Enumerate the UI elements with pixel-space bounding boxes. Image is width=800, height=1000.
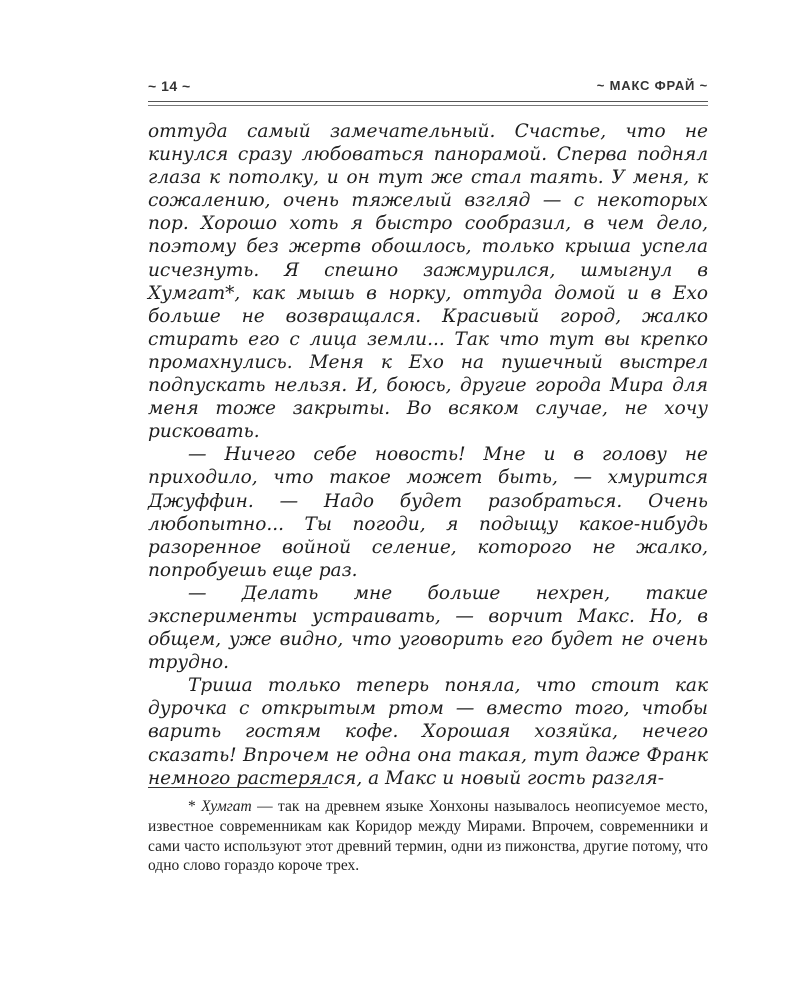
paragraph-4: Триша только теперь поняла, что стоит как дурочка с открытым ртом — вместо того, чтобы варить гостям кофе. Хорошая хозяйка, нечего сказать! Впрочем не одна она такая, тут даже Франк немного растерялся, а Макс и новый гость разгля-	[148, 675, 708, 789]
page-number-block	[148, 78, 191, 94]
right-ornament: ~	[699, 78, 708, 93]
right-ornament: ~	[182, 78, 191, 94]
left-ornament: ~	[148, 78, 157, 94]
footnote-marker: *	[188, 798, 196, 815]
paragraph-1: оттуда самый замечательный. Счастье, что не кинулся сразу любоваться панорамой. Сперва поднял глаза к потолку, и он тут же стал таять. У меня, к сожалению, очень тяжелый взгляд — с некоторых пор. Хорошо хоть я быстро сообразил, в чем дело, поэтому без жертв обошлось, только крыша успела исчезнуть. Я спешно зажмурился, шмыгнул в Хумгат*, как мышь в норку, оттуда домой и в Ехо больше не возвращался. Красивый город, жалко стирать его с лица земли... Так что тут вы крепко промахнулись. Меня к Ехо на пушечный выстрел подпускать нельзя. И, боюсь, другие города Мира для меня тоже закрыты. Во всяком случае, не хочу рисковать.	[148, 121, 708, 443]
running-head: МАКС ФРАЙ	[609, 78, 696, 93]
footnote-text: — так на древнем языке Хонхоны называлось неописуемое место, известное современникам как Коридор между Мирами. Впрочем, современники и сами часто используют этот древний термин, одни из пижонства, другие потому, что одно слово гораздо короче трех.	[148, 798, 708, 875]
page-number: 14	[161, 78, 178, 94]
body-text	[148, 120, 708, 790]
page-header	[148, 78, 708, 100]
footnote-term: Хумгат	[201, 798, 252, 815]
footnote	[148, 797, 708, 876]
header-rule-thin	[148, 105, 708, 106]
running-head-block	[597, 78, 708, 93]
paragraph-3: — Делать мне больше нехрен, такие эксперименты устраивать, — ворчит Макс. Но, в общем, уже видно, что уговорить его будет не очень трудно.	[148, 582, 708, 674]
paragraph-2: — Ничего себе новость! Мне и в голову не приходило, что такое может быть, — хмурится Джуффин. — Надо будет разобраться. Очень любопытно... Ты погоди, я подыщу какое-нибудь разоренное войной селение, которого не жалко, попробуешь еще раз.	[148, 444, 708, 581]
footnote-rule	[148, 787, 328, 788]
left-ornament: ~	[596, 78, 606, 93]
header-rule	[148, 101, 708, 102]
